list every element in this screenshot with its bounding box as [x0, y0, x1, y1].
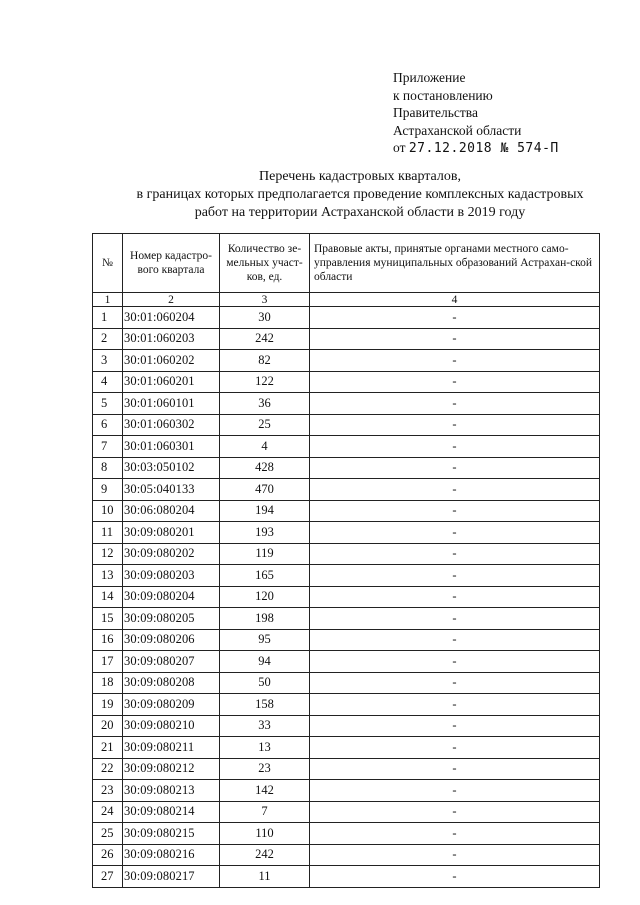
legal-acts: -	[310, 436, 600, 458]
appendix-date-value: 27.12.2018 № 574-П	[408, 141, 559, 156]
parcel-count: 119	[220, 543, 310, 565]
cadastral-quarter: 30:01:060204	[123, 307, 220, 329]
table-row	[93, 758, 600, 780]
row-number: 4	[93, 371, 123, 393]
legal-acts: -	[310, 801, 600, 823]
parcel-count: 120	[220, 586, 310, 608]
cadastral-quarter: 30:01:060301	[123, 436, 220, 458]
legal-acts: -	[310, 823, 600, 845]
legal-acts: -	[310, 758, 600, 780]
cadastral-quarter: 30:01:060101	[123, 393, 220, 415]
row-number: 26	[93, 844, 123, 866]
legal-acts: -	[310, 737, 600, 759]
cadastral-quarter: 30:09:080202	[123, 543, 220, 565]
cadastral-quarter: 30:05:040133	[123, 479, 220, 501]
parcel-count: 13	[220, 737, 310, 759]
parcel-count: 142	[220, 780, 310, 802]
parcel-count: 165	[220, 565, 310, 587]
table-row	[93, 672, 600, 694]
row-number: 22	[93, 758, 123, 780]
cadastral-quarter: 30:01:060302	[123, 414, 220, 436]
table-row	[93, 436, 600, 458]
legal-acts: -	[310, 543, 600, 565]
table-row	[93, 866, 600, 888]
cadastral-quarter: 30:09:080211	[123, 737, 220, 759]
legal-acts: -	[310, 371, 600, 393]
title-line-1: Перечень кадастровых кварталов,	[259, 169, 461, 184]
column-number: 2	[123, 293, 220, 307]
parcel-count: 242	[220, 328, 310, 350]
table-row	[93, 715, 600, 737]
row-number: 19	[93, 694, 123, 716]
header-number: №	[93, 234, 123, 293]
column-number: 4	[310, 293, 600, 307]
cadastral-quarter: 30:09:080208	[123, 672, 220, 694]
parcel-count: 50	[220, 672, 310, 694]
row-number: 8	[93, 457, 123, 479]
row-number: 10	[93, 500, 123, 522]
row-number: 14	[93, 586, 123, 608]
cadastral-quarter: 30:09:080205	[123, 608, 220, 630]
table-row	[93, 393, 600, 415]
row-number: 23	[93, 780, 123, 802]
row-number: 1	[93, 307, 123, 329]
parcel-count: 36	[220, 393, 310, 415]
table-row	[93, 457, 600, 479]
row-number: 13	[93, 565, 123, 587]
row-number: 15	[93, 608, 123, 630]
parcel-count: 198	[220, 608, 310, 630]
table-row	[93, 844, 600, 866]
cadastral-quarter: 30:09:080204	[123, 586, 220, 608]
table-row	[93, 479, 600, 501]
cadastral-quarter: 30:09:080207	[123, 651, 220, 673]
cadastral-quarter: 30:09:080216	[123, 844, 220, 866]
header-quarter: Номер кадастро-вого квартала	[123, 234, 220, 293]
parcel-count: 122	[220, 371, 310, 393]
cadastral-quarter: 30:06:080204	[123, 500, 220, 522]
legal-acts: -	[310, 651, 600, 673]
row-number: 3	[93, 350, 123, 372]
legal-acts: -	[310, 328, 600, 350]
table-row	[93, 565, 600, 587]
row-number: 12	[93, 543, 123, 565]
legal-acts: -	[310, 500, 600, 522]
legal-acts: -	[310, 307, 600, 329]
column-number-row	[93, 293, 600, 307]
parcel-count: 193	[220, 522, 310, 544]
legal-acts: -	[310, 694, 600, 716]
parcel-count: 23	[220, 758, 310, 780]
table-row	[93, 629, 600, 651]
row-number: 17	[93, 651, 123, 673]
table-row	[93, 694, 600, 716]
legal-acts: -	[310, 457, 600, 479]
legal-acts: -	[310, 780, 600, 802]
row-number: 20	[93, 715, 123, 737]
cadastral-quarter: 30:09:080209	[123, 694, 220, 716]
parcel-count: 30	[220, 307, 310, 329]
table-row	[93, 651, 600, 673]
appendix-block	[393, 69, 559, 158]
parcel-count: 194	[220, 500, 310, 522]
legal-acts: -	[310, 866, 600, 888]
parcel-count: 7	[220, 801, 310, 823]
parcel-count: 82	[220, 350, 310, 372]
row-number: 21	[93, 737, 123, 759]
cadastral-quarter: 30:09:080213	[123, 780, 220, 802]
title-line-3: работ на территории Астраханской области в 2019 году	[194, 205, 526, 220]
legal-acts: -	[310, 586, 600, 608]
parcel-count: 11	[220, 866, 310, 888]
row-number: 18	[93, 672, 123, 694]
appendix-line-1: Приложение	[393, 70, 466, 85]
table-row	[93, 414, 600, 436]
table-row	[93, 801, 600, 823]
appendix-line-2: к постановлению	[393, 87, 493, 103]
cadastral-quarter: 30:03:050102	[123, 457, 220, 479]
parcel-count: 110	[220, 823, 310, 845]
legal-acts: -	[310, 715, 600, 737]
parcel-count: 428	[220, 457, 310, 479]
appendix-date-prefix: от	[393, 140, 406, 155]
legal-acts: -	[310, 672, 600, 694]
table-row	[93, 307, 600, 329]
cadastral-quarter: 30:09:080212	[123, 758, 220, 780]
appendix-date-line	[393, 139, 559, 158]
table-row	[93, 371, 600, 393]
appendix-line-3: Правительства	[393, 105, 478, 120]
row-number: 2	[93, 328, 123, 350]
cadastral-quarter: 30:01:060201	[123, 371, 220, 393]
row-number: 6	[93, 414, 123, 436]
parcel-count: 470	[220, 479, 310, 501]
table-row	[93, 780, 600, 802]
title-line-2: в границах которых предполагается проведение комплексных кадастровых	[136, 187, 584, 202]
cadastral-quarter: 30:01:060202	[123, 350, 220, 372]
cadastral-quarter: 30:01:060203	[123, 328, 220, 350]
cadastral-quarter: 30:09:080215	[123, 823, 220, 845]
row-number: 9	[93, 479, 123, 501]
legal-acts: -	[310, 522, 600, 544]
parcel-count: 94	[220, 651, 310, 673]
row-number: 25	[93, 823, 123, 845]
table-header-row	[93, 234, 600, 293]
table-body	[93, 307, 600, 888]
parcel-count: 95	[220, 629, 310, 651]
row-number: 5	[93, 393, 123, 415]
row-number: 11	[93, 522, 123, 544]
cadastral-quarter: 30:09:080214	[123, 801, 220, 823]
legal-acts: -	[310, 414, 600, 436]
parcel-count: 158	[220, 694, 310, 716]
legal-acts: -	[310, 479, 600, 501]
appendix-line-4: Астраханской области	[393, 122, 522, 138]
column-number: 1	[93, 293, 123, 307]
header-count: Количество зе-мельных участ-ков, ед.	[220, 234, 310, 293]
parcel-count: 33	[220, 715, 310, 737]
parcel-count: 242	[220, 844, 310, 866]
table-row	[93, 500, 600, 522]
cadastral-quarter: 30:09:080201	[123, 522, 220, 544]
legal-acts: -	[310, 393, 600, 415]
cadastral-quarter: 30:09:080203	[123, 565, 220, 587]
table-row	[93, 328, 600, 350]
column-number: 3	[220, 293, 310, 307]
table-row	[93, 543, 600, 565]
table-row	[93, 586, 600, 608]
cadastral-quarter: 30:09:080217	[123, 866, 220, 888]
row-number: 24	[93, 801, 123, 823]
legal-acts: -	[310, 608, 600, 630]
row-number: 7	[93, 436, 123, 458]
table-row	[93, 350, 600, 372]
legal-acts: -	[310, 844, 600, 866]
header-acts: Правовые акты, принятые органами местного само-управления муниципальных образований Астрахан-ской области	[310, 234, 600, 293]
legal-acts: -	[310, 629, 600, 651]
legal-acts: -	[310, 565, 600, 587]
table-row	[93, 737, 600, 759]
parcel-count: 25	[220, 414, 310, 436]
table-row	[93, 608, 600, 630]
table-row	[93, 522, 600, 544]
cadastral-quarters-table	[92, 233, 600, 888]
table-row	[93, 823, 600, 845]
cadastral-quarter: 30:09:080210	[123, 715, 220, 737]
row-number: 27	[93, 866, 123, 888]
document-title	[100, 168, 620, 222]
row-number: 16	[93, 629, 123, 651]
cadastral-quarter: 30:09:080206	[123, 629, 220, 651]
legal-acts: -	[310, 350, 600, 372]
parcel-count: 4	[220, 436, 310, 458]
